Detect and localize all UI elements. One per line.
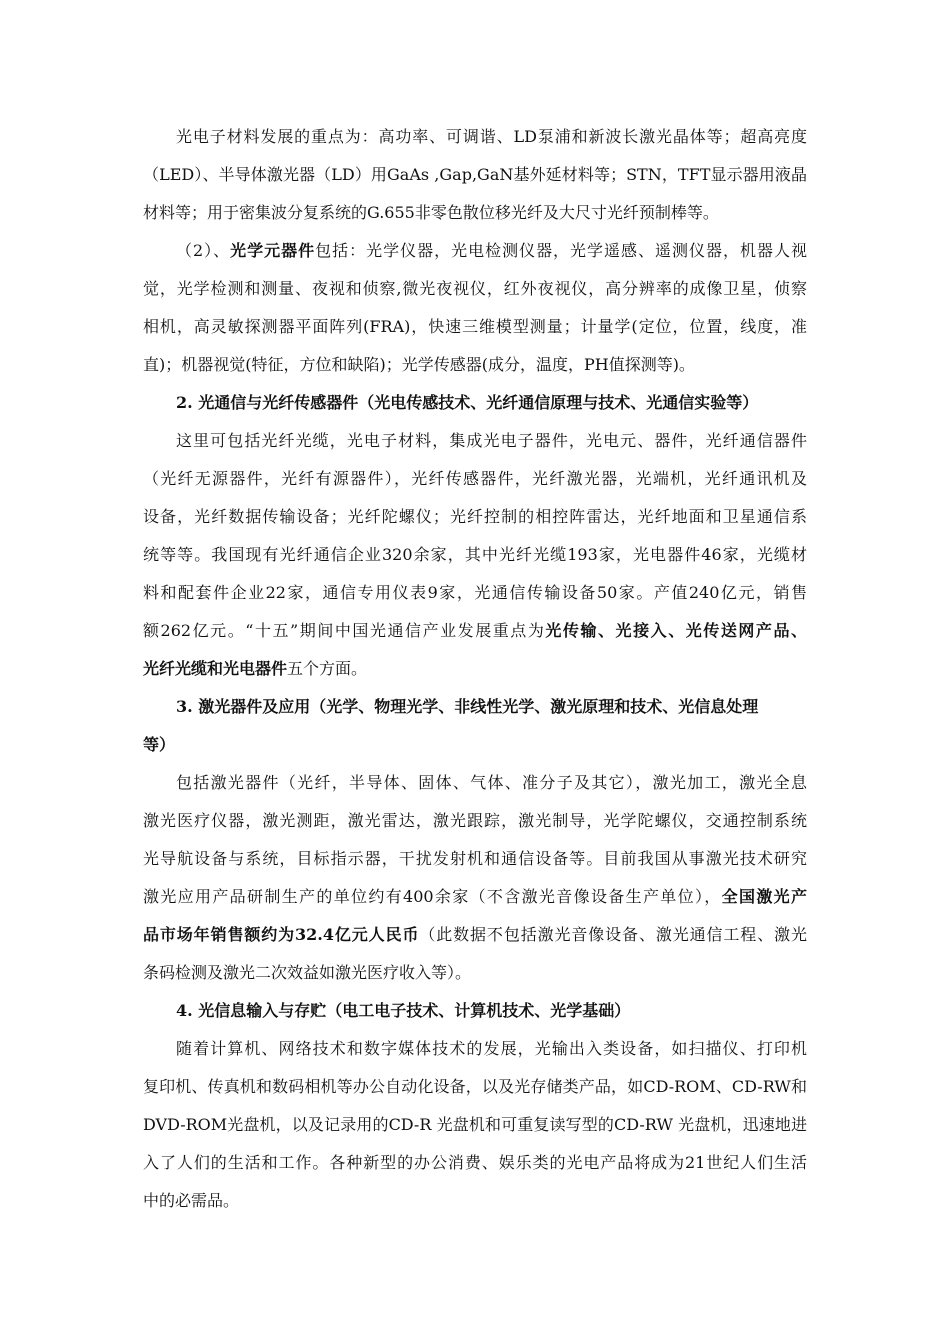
p5-line-2: 复印机、传真机和数码相机等办公自动化设备，以及光存储类产品，如CD-ROM、CD-RW和: [143, 1077, 807, 1096]
p4-line-5-text: （此数据不包括激光音像设备、激光通信工程、激光: [419, 925, 807, 944]
p2-line-2: 觉，光学检测和测量、夜视和侦察,微光夜视仪，红外夜视仪，高分辨率的成像卫星，侦察: [143, 279, 807, 298]
p1-line-3: 材料等；用于密集波分复系统的G.655非零色散位移光纤及大尺寸光纤预制棒等。: [143, 203, 719, 222]
p3-line-7-text: 五个方面。: [287, 659, 368, 678]
p3-key-products-1: 光传输、光接入、光传送网产品、: [545, 621, 807, 640]
p5-line-5: 中的必需品。: [143, 1191, 240, 1210]
p2-line-1-text: 包括：光学仪器，光电检测仪器，光学遥感、遥测仪器，机器人视: [315, 241, 807, 260]
heading-3-line-2: 等）: [143, 735, 176, 754]
p3-key-products-2: 光纤光缆和光电器件: [143, 659, 288, 678]
p4-line-4: [143, 878, 807, 916]
heading-2: 2. 光通信与光纤传感器件（光电传感技术、光纤通信原理与技术、光通信实验等）: [176, 393, 759, 412]
p3-line-3: 设备，光纤数据传输设备；光纤陀螺仪；光纤控制的相控阵雷达，光纤地面和卫星通信系: [143, 507, 807, 526]
p1-line-2: （LED）、半导体激光器（LD）用GaAs ,Gap,GaN基外延材料等；STN，TFT显示器用液晶: [143, 165, 807, 184]
p5-line-1: 随着计算机、网络技术和数字媒体技术的发展，光输出入类设备，如扫描仪、打印机: [176, 1039, 807, 1058]
p5-line-4: 入了人们的生活和工作。各种新型的办公消费、娱乐类的光电产品将成为21世纪人们生活: [143, 1153, 807, 1172]
p3-line-1: 这里可包括光纤光缆，光电子材料，集成光电子器件，光电元、器件，光纤通信器件: [176, 431, 807, 450]
p3-line-6-text: 额262亿元。“十五”期间中国光通信产业发展重点为: [143, 621, 546, 640]
p2-term-optical-components: 光学元器件: [230, 241, 316, 260]
p4-line-6: 条码检测及激光二次效益如激光医疗收入等）。: [143, 963, 472, 982]
p2-line-1: [176, 232, 807, 270]
p3-line-7: [143, 650, 807, 688]
heading-4: 4. 光信息输入与存贮（电工电子技术、计算机技术、光学基础）: [176, 1001, 631, 1020]
p3-line-4: 统等等。我国现有光纤通信企业320余家，其中光纤光缆193家，光电器件46家，光缆材: [143, 545, 807, 564]
p1-line-1: 光电子材料发展的重点为：高功率、可调谐、LD泵浦和新波长激光晶体等；超高亮度: [176, 127, 807, 146]
p4-market-figure-1: 全国激光产: [721, 887, 807, 906]
heading-3-line-1: 3. 激光器件及应用（光学、物理光学、非线性光学、激光原理和技术、光信息处理: [176, 697, 759, 716]
p3-line-6: [143, 612, 807, 650]
p2-line-3: 相机，高灵敏探测器平面阵列(FRA)，快速三维模型测量；计量学(定位，位置，线度，准: [143, 317, 807, 336]
p3-line-2: （光纤无源器件，光纤有源器件），光纤传感器件，光纤激光器，光端机，光纤通讯机及: [143, 469, 807, 488]
p4-line-3: 光导航设备与系统，目标指示器，干扰发射机和通信设备等。目前我国从事激光技术研究: [143, 849, 807, 868]
p4-line-1: 包括激光器件（光纤，半导体、固体、气体、准分子及其它），激光加工，激光全息: [176, 773, 807, 792]
p4-market-figure-2: 品市场年销售额约为32.4亿元人民币: [143, 925, 420, 944]
p4-line-2: 激光医疗仪器，激光测距，激光雷达，激光跟踪，激光制导，光学陀螺仪，交通控制系统: [143, 811, 807, 830]
p3-line-5: 料和配套件企业22家，通信专用仪表9家，光通信传输设备50家。产值240亿元，销售: [143, 583, 807, 602]
p5-line-3: DVD-ROM光盘机，以及记录用的CD-R 光盘机和可重复读写型的CD-RW 光盘机，迅速地进: [143, 1115, 807, 1134]
p2-item-number: （2）、: [176, 241, 231, 260]
p4-line-5: [143, 916, 807, 954]
p4-line-4-text: 激光应用产品研制生产的单位约有400余家（不含激光音像设备生产单位），: [143, 887, 722, 906]
p2-line-4: 直)；机器视觉(特征，方位和缺陷)；光学传感器(成分，温度，PH值探测等)。: [143, 355, 695, 374]
